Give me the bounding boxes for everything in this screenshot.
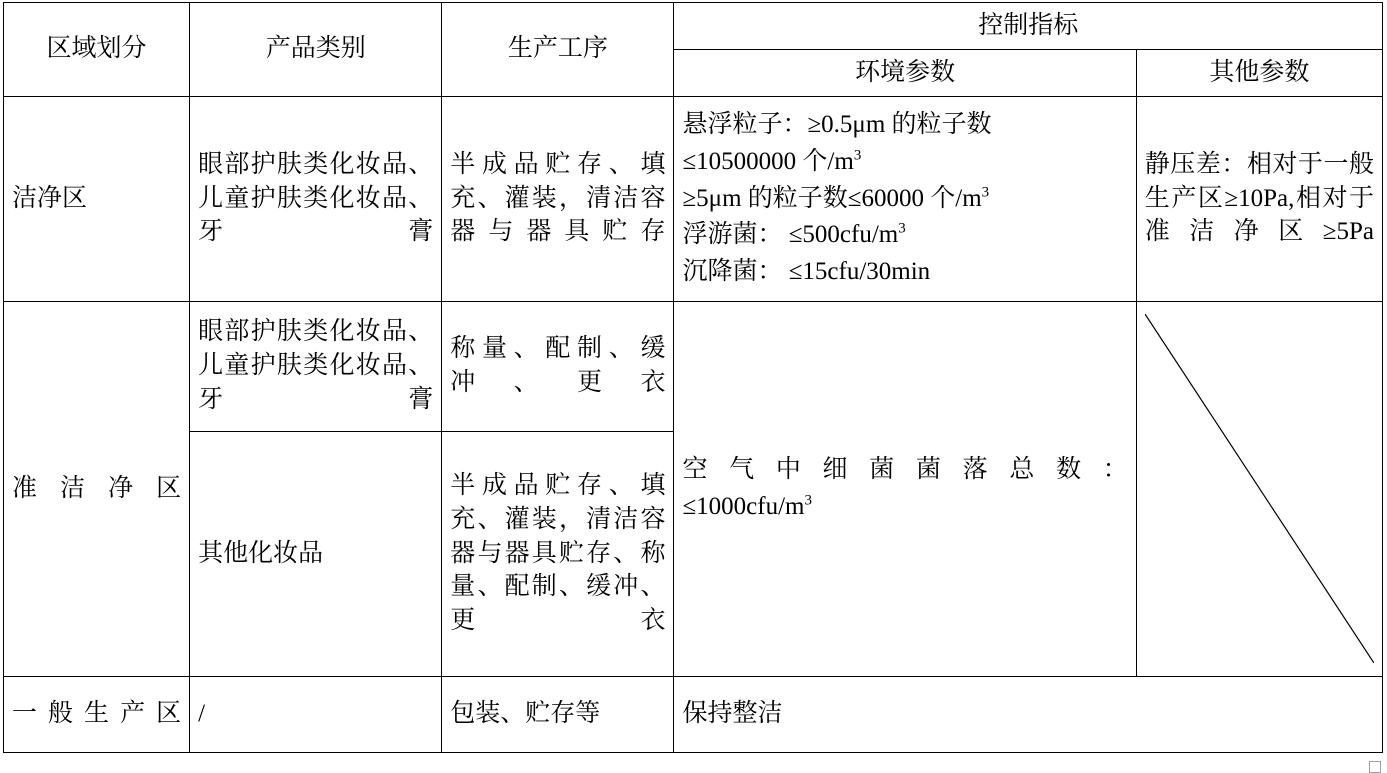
cell-other-params-0: 静压差：相对于一般生产区≥10Pa,相对于准洁净区≥5Pa [1136,96,1382,301]
cell-environment-params-3: 保持整洁 [674,676,1383,752]
env-param-line: $\le 1000cfu/m^3$ [682,492,812,520]
cell-product-category-0: 眼部护肤类化妆品、儿童护肤类化妆品、牙膏 [190,96,442,301]
header-region: 区域划分 [4,3,190,97]
table-body [4,96,1383,752]
cell-environment-params-0 [674,96,1136,301]
table-row [4,96,1383,301]
header-environment-params: 环境参数 [674,49,1136,96]
env-param-line: 悬浮粒子：≥0.5μm 的粒子数 [682,111,992,139]
cell-product-category-2: 其他化妆品 [190,431,442,676]
cell-environment-params-1 [674,301,1136,676]
cell-production-process-1: 称量、配制、缓冲、更衣 [442,301,674,431]
cell-other-params-not-applicable [1136,301,1382,676]
header-control-index: 控制指标 [674,3,1383,50]
table-row [4,301,1383,431]
cell-production-process-3: 包装、贮存等 [442,676,674,752]
cell-region-semi-clean-area: 准洁净区 [4,301,190,676]
header-production-process: 生产工序 [442,3,674,97]
header-product-category: 产品类别 [190,3,442,97]
page-corner-mark [1369,761,1381,773]
cell-production-process-2: 半成品贮存、填充、灌装，清洁容器与器具贮存、称量、配制、缓冲、更衣 [442,431,674,676]
env-param-line: 空气中细菌菌落总数： [682,456,1128,484]
table-header-row-1 [4,3,1383,50]
header-other-params: 其他参数 [1136,49,1382,96]
cell-region-general-production-area: 一般生产区 [4,676,190,752]
env-param-line: ≤10500000 个$/m^3$ [682,147,862,175]
cell-production-process-0: 半成品贮存、填充、灌装，清洁容器与器具贮存 [442,96,674,301]
cell-product-category-3: / [190,676,442,752]
document-page [0,2,1387,773]
control-index-table [3,2,1383,753]
cell-region-clean-area: 洁净区 [4,96,190,301]
env-param-line: 浮游菌： $\le 500cfu/m^3$ [682,221,906,249]
table-row [4,676,1383,752]
env-param-line: ≥5μm 的粒子数≤60000 个$/m^3$ [682,184,990,212]
env-param-line: 沉降菌： ≤15cfu/30min [682,258,931,286]
cell-product-category-1: 眼部护肤类化妆品、儿童护肤类化妆品、牙膏 [190,301,442,431]
table-header [4,3,1383,97]
diagonal-slash-icon [1145,314,1374,663]
